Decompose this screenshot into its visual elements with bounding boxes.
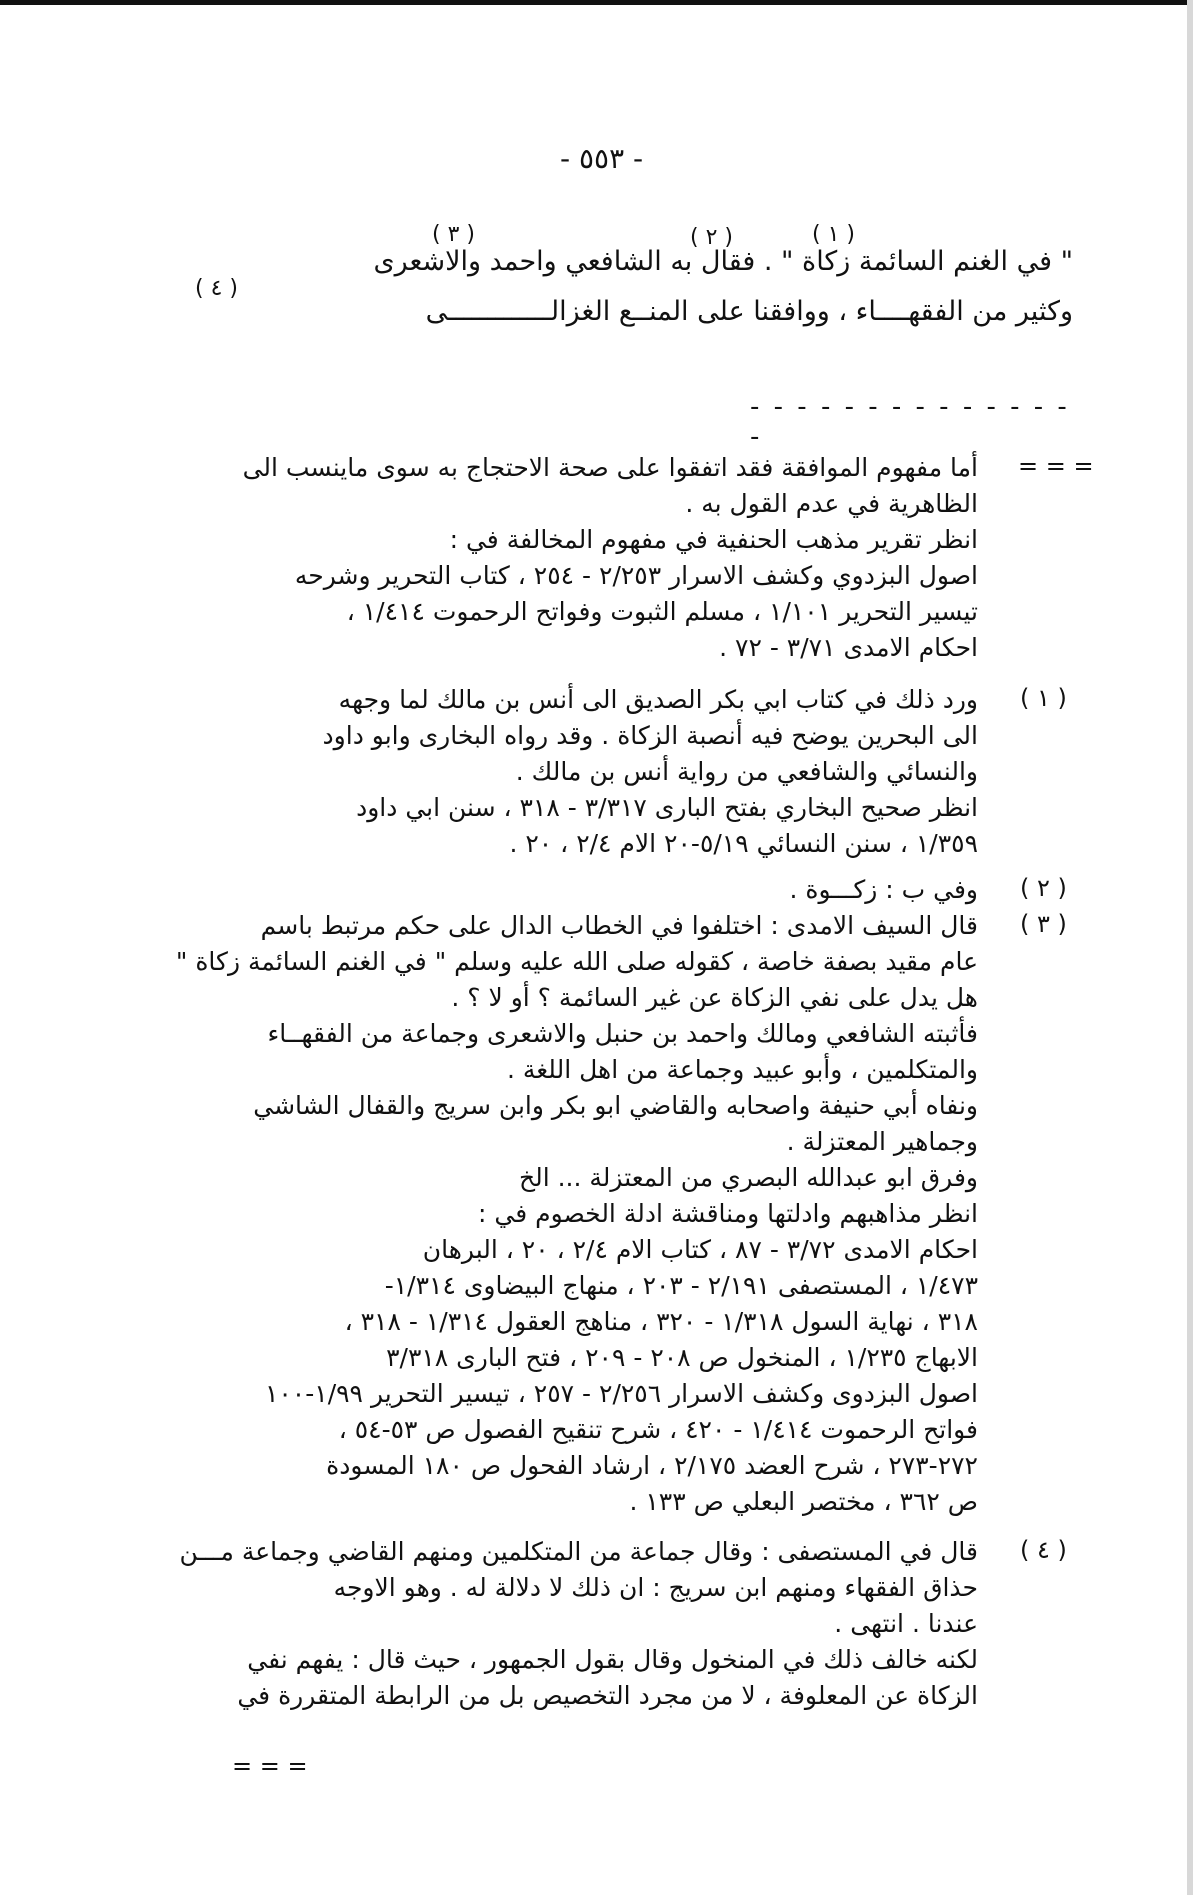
- intro-marker: = = =: [1018, 452, 1094, 480]
- footnote-3-line: اصول البزدوى وكشف الاسرار ٢/٢٥٦ - ٢٥٧ ، تيسير التحرير ١/٩٩-١٠٠: [264, 1379, 978, 1408]
- intro-line: اصول البزدوي وكشف الاسرار ٢/٢٥٣ - ٢٥٤ ، كتاب التحرير وشرحه: [294, 561, 978, 590]
- footnote-3-line: هل يدل على نفي الزكاة عن غير السائمة ؟ أو لا ؟ .: [451, 983, 978, 1012]
- footnote-3-line: احكام الامدى ٣/٧٢ - ٨٧ ، كتاب الام ٢/٤ ، ٢٠ ، البرهان: [422, 1235, 978, 1264]
- footnote-marker-2: ( ٢ ): [690, 225, 733, 250]
- footnote-number-3: ( ٣ ): [1020, 910, 1067, 938]
- footnote-4-line: حذاق الفقهاء ومنهم ابن سريج : ان ذلك لا دلالة له . وهو الاوجه: [333, 1573, 978, 1602]
- intro-line: احكام الامدى ٣/٧١ - ٧٢ .: [719, 633, 978, 662]
- main-text-line-1: " في الغنم السائمة زكاة " . فقال به الشافعي واحمد والاشعرى: [373, 246, 1073, 277]
- footnote-3-line: وفرق ابو عبدالله البصري من المعتزلة ... الخ: [518, 1163, 978, 1192]
- footnote-number-2: ( ٢ ): [1020, 874, 1067, 902]
- main-text-line-2: وكثير من الفقهــــاء ، ووافقنا على المنــع الغزالـــــــــــــى: [425, 296, 1073, 327]
- footnote-3-line: انظر مذاهبهم وادلتها ومناقشة ادلة الخصوم في :: [478, 1199, 978, 1228]
- footnote-3-line: فأثبته الشافعي ومالك واحمد بن حنبل والاشعرى وجماعة من الفقهــاء: [267, 1019, 978, 1048]
- footnote-3-line: والمتكلمين ، وأبو عبيد وجماعة من اهل اللغة .: [506, 1055, 978, 1084]
- footnote-1-line: والنسائي والشافعي من رواية أنس بن مالك .: [515, 757, 978, 786]
- footnote-4-line: قال في المستصفى : وقال جماعة من المتكلمين ومنهم القاضي وجماعة مـــن: [179, 1537, 978, 1566]
- intro-line: تيسير التحرير ١/١٠١ ، مسلم الثبوت وفواتح الرحموت ١/٤١٤ ،: [346, 597, 978, 626]
- footnote-3-line: ونفاه أبي حنيفة واصحابه والقاضي ابو بكر وابن سريج والقفال الشاشي: [253, 1091, 978, 1120]
- intro-line: انظر تقرير مذهب الحنفية في مفهوم المخالفة في :: [449, 525, 978, 554]
- footnote-4-line: لكنه خالف ذلك في المنخول وقال بقول الجمهور ، حيث قال : يفهم نفي: [247, 1645, 978, 1674]
- page-number: - ٥٥٣ -: [560, 142, 644, 175]
- footnote-1-line: ورد ذلك في كتاب ابي بكر الصديق الى أنس بن مالك لما وجهه: [338, 685, 978, 714]
- footnote-3-line: قال السيف الامدى : اختلفوا في الخطاب الدال على حكم مرتبط باسم: [260, 911, 978, 940]
- footnote-1-line: ١/٣٥٩ ، سنن النسائي ٥/١٩-٢٠ الام ٢/٤ ، ٢٠ .: [509, 829, 978, 858]
- footnote-2-line: وفي ب : زكـــوة .: [789, 875, 978, 904]
- intro-line: أما مفهوم الموافقة فقد اتفقوا على صحة الاحتجاج به سوى ماينسب الى: [242, 453, 978, 482]
- footnote-marker-3: ( ٣ ): [432, 222, 475, 247]
- footnote-4-line: الزكاة عن المعلوفة ، لا من مجرد التخصيص بل من الرابطة المتقررة في: [237, 1681, 978, 1710]
- footnote-marker-4: ( ٤ ): [195, 276, 238, 301]
- intro-line: الظاهرية في عدم القول به .: [685, 489, 978, 518]
- footnote-3-line: عام مقيد بصفة خاصة ، كقوله صلى الله عليه وسلم " في الغنم السائمة زكاة ": [175, 947, 978, 976]
- footnote-separator: - - - - - - - - - - - - - - -: [750, 392, 1070, 452]
- footnote-3-line: الابهاج ١/٢٣٥ ، المنخول ص ٢٠٨ - ٢٠٩ ، فتح البارى ٣/٣١٨: [386, 1343, 978, 1372]
- footnote-3-line: ٢٧٢-٢٧٣ ، شرح العضد ٢/١٧٥ ، ارشاد الفحول ص ١٨٠ المسودة: [326, 1451, 978, 1480]
- footnote-1-line: الى البحرين يوضح فيه أنصبة الزكاة . وقد رواه البخارى وابو داود: [322, 721, 978, 750]
- footnote-number-1: ( ١ ): [1020, 684, 1067, 712]
- footnote-number-4: ( ٤ ): [1020, 1536, 1067, 1564]
- footnote-3-line: ١/٤٧٣ ، المستصفى ٢/١٩١ - ٢٠٣ ، منهاج البيضاوى ١/٣١٤-: [384, 1271, 978, 1300]
- bottom-marker: = = =: [232, 1752, 308, 1780]
- footnote-marker-1: ( ١ ): [812, 222, 855, 247]
- footnote-3-line: ٣١٨ ، نهاية السول ١/٣١٨ - ٣٢٠ ، مناهج العقول ١/٣١٤ - ٣١٨ ،: [344, 1307, 978, 1336]
- footnote-1-line: انظر صحيح البخاري بفتح البارى ٣/٣١٧ - ٣١٨ ، سنن ابي داود: [356, 793, 978, 822]
- footnote-4-line: عندنا . انتهى .: [834, 1609, 978, 1638]
- footnote-3-line: وجماهير المعتزلة .: [786, 1127, 978, 1156]
- footnote-3-line: فواتح الرحموت ١/٤١٤ - ٤٢٠ ، شرح تنقيح الفصول ص ٥٣-٥٤ ،: [338, 1415, 978, 1444]
- page-top-border: [0, 0, 1193, 5]
- page-edge-shadow: [1187, 0, 1193, 1895]
- footnote-3-line: ص ٣٦٢ ، مختصر البعلي ص ١٣٣ .: [629, 1487, 978, 1516]
